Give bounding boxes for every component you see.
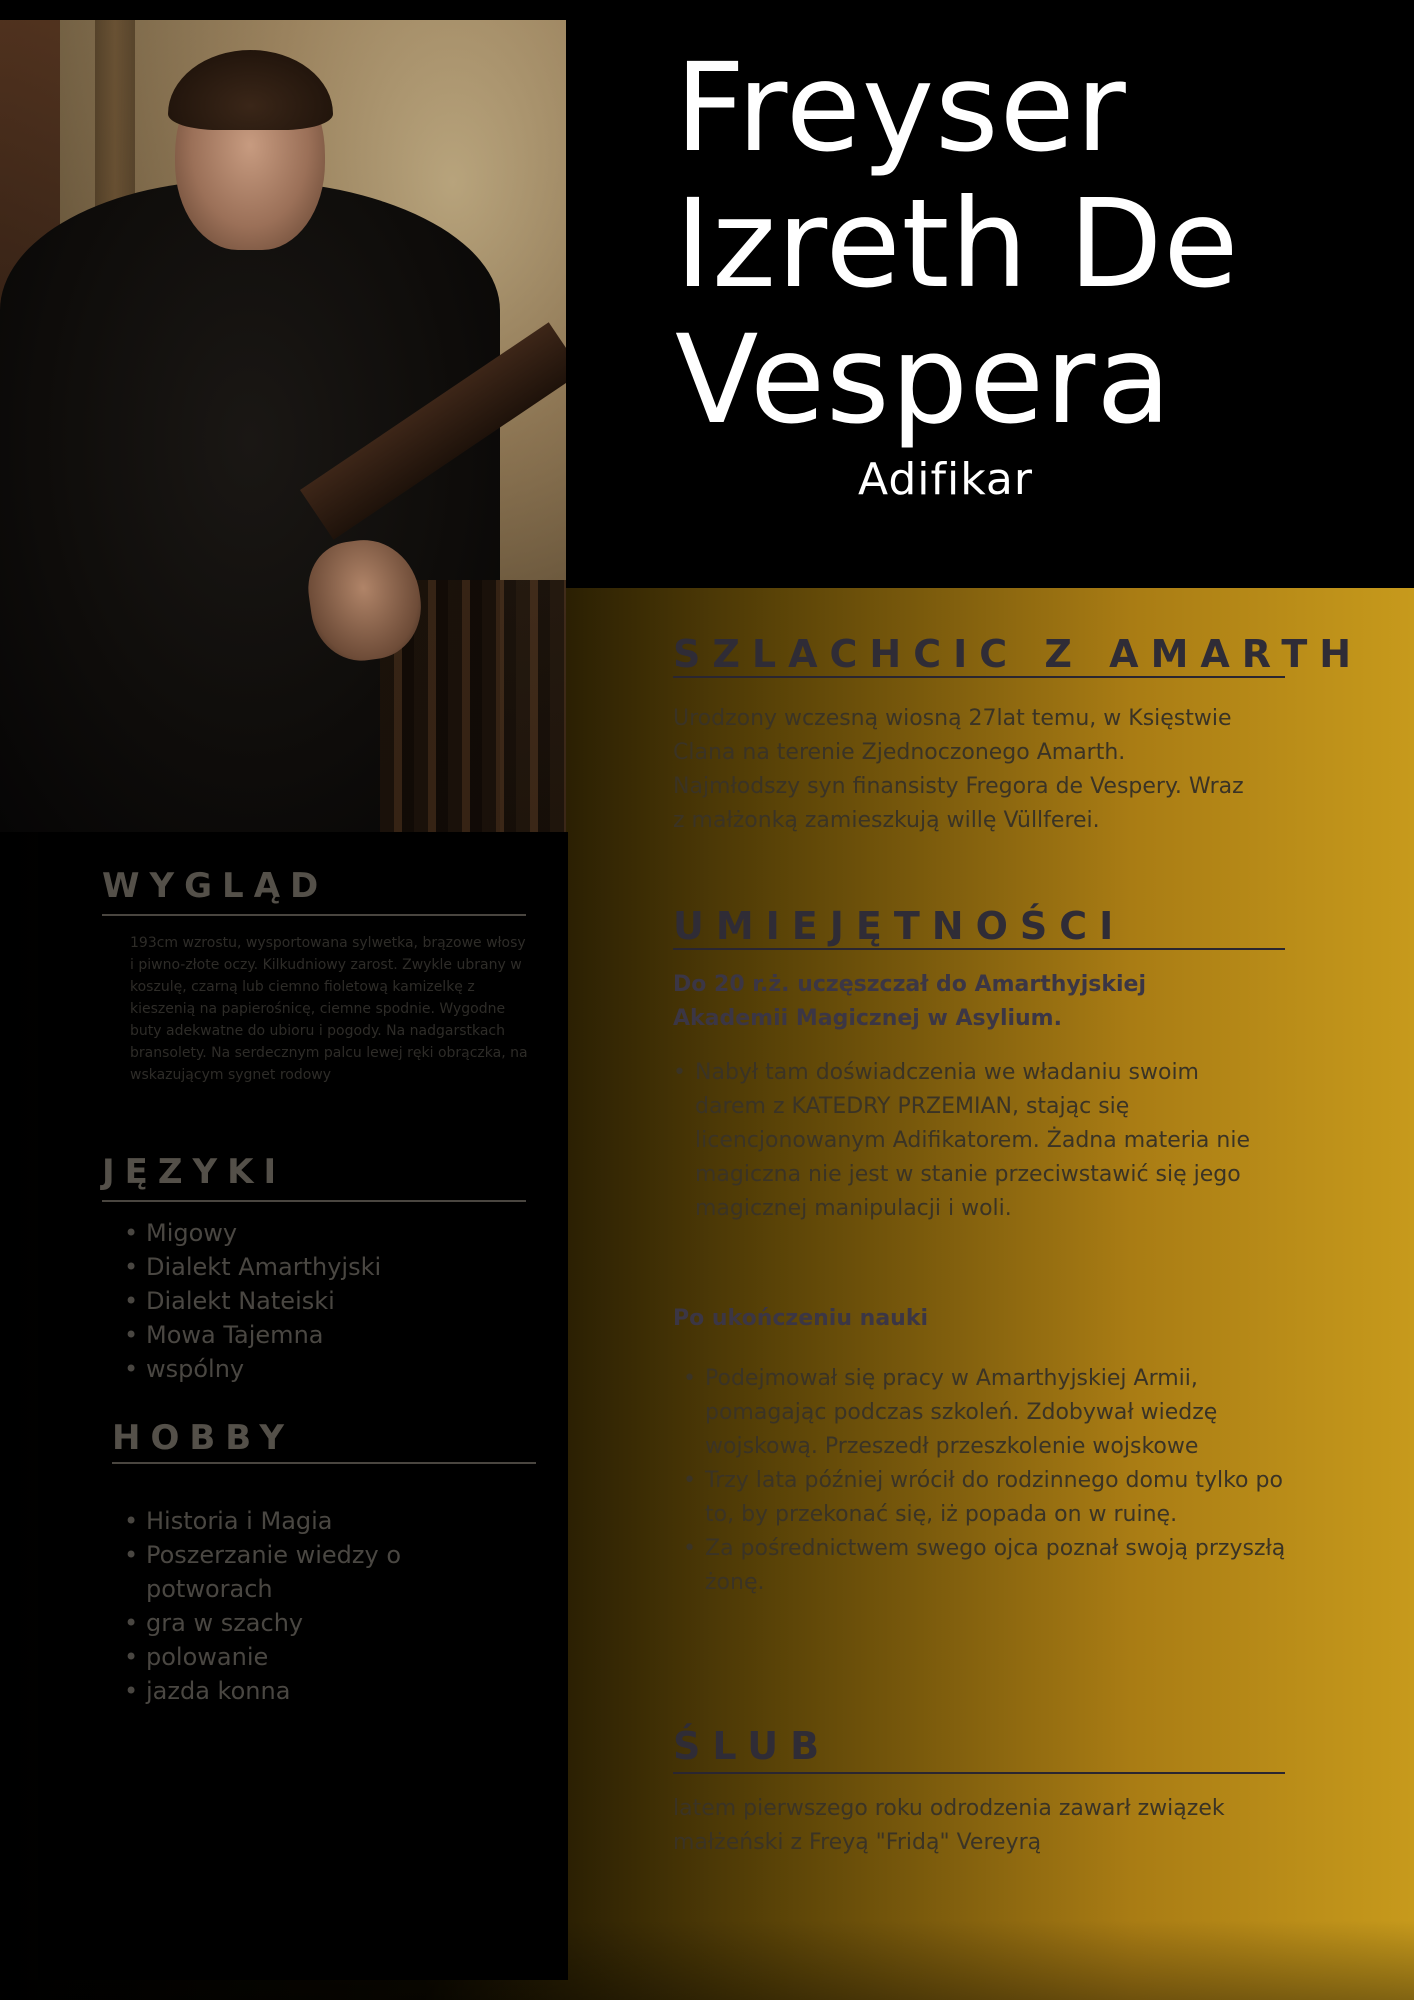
name-line-3: Vespera xyxy=(675,309,1173,451)
hobby-heading: HOBBY xyxy=(112,1418,294,1458)
skills-intro: Do 20 r.ż. uczęszczał do Amarthyjskiej Akademii Magicznej w Asylium. xyxy=(673,972,1146,1031)
after-study-list xyxy=(683,1362,1293,1600)
list-item: • Podejmował się pracy w Amarthyjskiej Armii, pomagając podczas szkoleń. Zdobywał wiedzę wojskową. Przeszedł przeszkolenie wojskowe xyxy=(683,1362,1293,1464)
languages-list xyxy=(124,1216,524,1386)
name-line-2: Izreth De xyxy=(675,173,1240,315)
list-item: • Za pośrednictwem swego ojca poznał swoją przyszłą żonę. xyxy=(683,1532,1293,1600)
skills-heading: UMIEJĘTNOŚCI xyxy=(673,904,1126,948)
list-item: • Nabył tam doświadczenia we władaniu swoim darem z KATEDRY PRZEMIAN, stając się licencjonowanym Adifikatorem. Żadna materia nie magiczna nie jest w stanie przeciwstawić się jego magicznej manipulacji i woli. xyxy=(673,1056,1273,1226)
portrait-hair xyxy=(168,50,333,130)
portrait-image xyxy=(0,20,566,832)
wedding-text: latem pierwszego roku odrodzenia zawarł związek małżeński z Freyą "Fridą" Vereyrą xyxy=(673,1796,1225,1855)
list-item: • jazda konna xyxy=(124,1674,484,1708)
after-study-heading: Po ukończeniu nauki xyxy=(673,1306,929,1331)
hobby-list xyxy=(124,1504,484,1708)
name-line-1: Freyser xyxy=(675,37,1127,179)
list-item: • gra w szachy xyxy=(124,1606,484,1640)
wedding-divider xyxy=(673,1772,1285,1774)
origin-text: Urodzony wczesną wiosną 27lat temu, w Księstwie Clana na terenie Zjednoczonego Amarth. Najmłodszy syn finansisty Fregora de Vespery. Wraz z małżonką zamieszkują willę Vüllferei. xyxy=(673,706,1244,833)
origin-heading: SZLACHCIC Z AMARTH xyxy=(673,632,1364,676)
languages-heading: JĘZYKI xyxy=(102,1152,287,1192)
list-item: • Migowy xyxy=(124,1216,524,1250)
skills-list xyxy=(673,1056,1273,1226)
list-item: • Dialekt Amarthyjski xyxy=(124,1250,524,1284)
languages-divider xyxy=(102,1200,526,1202)
list-item: • polowanie xyxy=(124,1640,484,1674)
origin-divider xyxy=(673,676,1285,678)
wedding-heading: ŚLUB xyxy=(673,1724,832,1768)
character-class: Adifikar xyxy=(858,454,1033,505)
skills-divider xyxy=(673,948,1285,950)
list-item: • Trzy lata później wrócił do rodzinnego domu tylko po to, by przekonać się, iż popada on w ruinę. xyxy=(683,1464,1293,1532)
list-item: • Dialekt Nateiski xyxy=(124,1284,524,1318)
appearance-heading: WYGLĄD xyxy=(102,866,329,906)
character-name xyxy=(675,37,1375,451)
appearance-text: 193cm wzrostu, wysportowana sylwetka, brązowe włosy i piwno-złote oczy. Kilkudniowy zarost. Zwykle ubrany w koszulę, czarną lub ciemno fioletową kamizelkę z kieszenią na papierośnicę, ciemne spodnie. Wygodne buty adekwatne do ubioru i pogody. Na nadgarstkach bransolety. Na serdecznym palcu lewej ręki obrączka, na wskazującym sygnet rodowy xyxy=(130,935,528,1083)
list-item: • Historia i Magia xyxy=(124,1504,484,1538)
list-item: • wspólny xyxy=(124,1352,524,1386)
hobby-divider xyxy=(112,1462,536,1464)
list-item: • Mowa Tajemna xyxy=(124,1318,524,1352)
list-item: • Poszerzanie wiedzy o potworach xyxy=(124,1538,484,1606)
appearance-divider xyxy=(102,914,526,916)
